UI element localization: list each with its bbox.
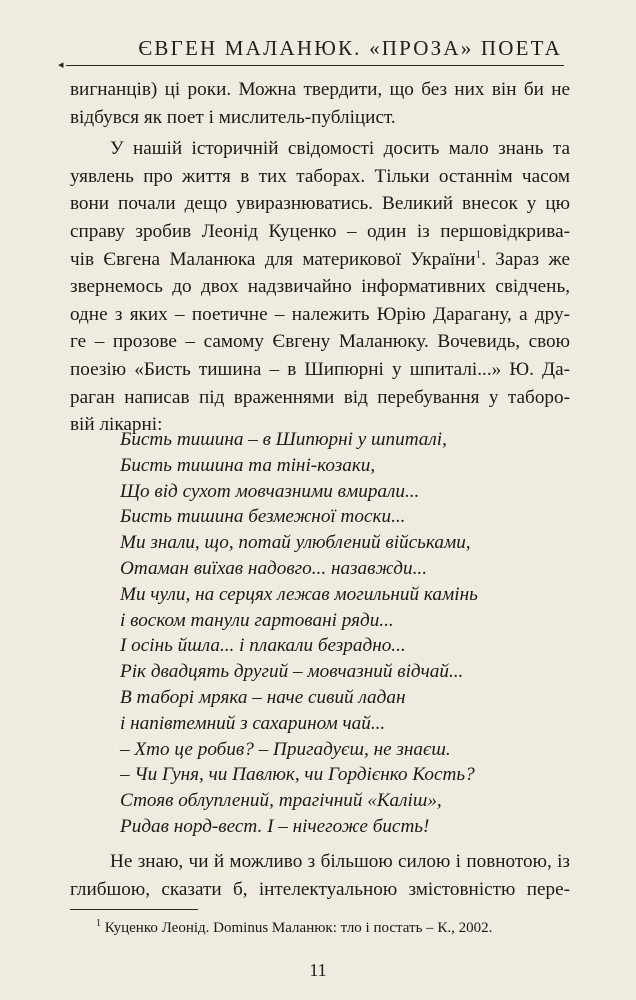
text-line: відбувся як поет і мислитель-публіцист. xyxy=(70,106,396,128)
text-line: звернемось до двох надзвичайно інформативних свідчень, xyxy=(70,276,570,298)
poem-verse: І осінь йшла... і плакали безрадно... xyxy=(120,635,406,657)
poem-verse: Ми чули, на серцях лежав могильний камінь xyxy=(120,583,478,605)
text-line: вигнанців) ці роки. Можна твердити, що без них він би не xyxy=(70,79,570,100)
paragraph-after-poem xyxy=(70,848,570,904)
text-line: ге – прозове – самому Євгену Маланюку. Вочевидь, свою xyxy=(70,331,570,353)
running-title: ЄВГЕН МАЛАНЮК. «ПРОЗА» ПОЕТА xyxy=(138,36,562,60)
footnote-text: Куценко Леонід. Dominus Маланюк: тло і постать – К., 2002. xyxy=(101,920,493,936)
text-line: Не знаю, чи й можливо з більшою силою і повнотою, із xyxy=(110,851,570,872)
text-line: одне з яких – поетичне – належить Юрію Дарагану, а дру- xyxy=(70,303,570,325)
running-header xyxy=(0,0,636,78)
footnote xyxy=(96,918,566,938)
poem-verse: Рік двадцять другий – мовчазний відчай... xyxy=(120,661,464,683)
text-fragment: . Зараз же xyxy=(481,248,570,270)
text-line: У нашій історичній свідомості досить мало знань та xyxy=(110,138,570,160)
header-rule xyxy=(66,65,564,66)
text-line: уявлень про життя в тих таборах. Тільки останнім часом xyxy=(70,165,570,187)
poem-verse: – Чи Гуня, чи Павлюк, чи Гордієнко Кость? xyxy=(120,764,475,786)
paragraph xyxy=(70,135,570,439)
poem-verse: і напівтемний з сахарином чай... xyxy=(120,712,386,734)
footnote-separator xyxy=(70,909,198,910)
text-line: вій лікарні: xyxy=(70,414,163,436)
text-line: глибшою, сказати б, інтелектуальною змістовністю пере- xyxy=(70,879,570,900)
text-fragment: чів Євгена Маланюка для материкової України xyxy=(70,248,476,270)
poem-verse: Бисть тишина безмежної тоски... xyxy=(120,506,406,528)
poem-verse: – Хто це робив? – Пригадуєш, не знаєш. xyxy=(120,738,451,760)
poem-verse: Що від сухот мовчазними вмирали... xyxy=(120,480,420,502)
main-text xyxy=(70,76,570,439)
poem-verse: Отаман виїхав надовго... назавжди... xyxy=(120,557,427,579)
poem-verse: Ридав норд-вест. І – нічегоже бисть! xyxy=(120,815,430,837)
poem-verse: Ми знали, що, потай улюблений військами, xyxy=(120,532,471,554)
page-number: 11 xyxy=(309,960,327,980)
footnote-marker: 1 xyxy=(96,918,101,929)
text-line: справу зробив Леонід Куценко – один із першовідкрива- xyxy=(70,220,570,242)
poem-verse: Стояв облуплений, трагічний «Каліш», xyxy=(120,790,442,812)
poem-verse: і воском танули гартовані ряди... xyxy=(120,609,394,631)
poem-verse: Бисть тишина та тіні-козаки, xyxy=(120,454,376,476)
header-rule-ornament: ◂ xyxy=(58,59,64,71)
footnote-reference[interactable]: 1 xyxy=(475,248,482,261)
poem-quote xyxy=(120,427,540,840)
poem-verse: В таборі мряка – наче сивий ладан xyxy=(120,686,406,708)
text-line-with-footnote xyxy=(70,246,570,274)
text-line: раган написав під враженнями від перебування у таборо- xyxy=(70,386,570,408)
text-line: вони почали дещо увиразнюватись. Великий внесок у цю xyxy=(70,193,570,215)
paragraph-continued xyxy=(70,76,570,131)
text-line: поезію «Бисть тишина – в Шипюрні у шпиталі...» Ю. Да- xyxy=(70,358,570,380)
poem-verse: Бисть тишина – в Шипюрні у шпиталі, xyxy=(120,429,447,450)
